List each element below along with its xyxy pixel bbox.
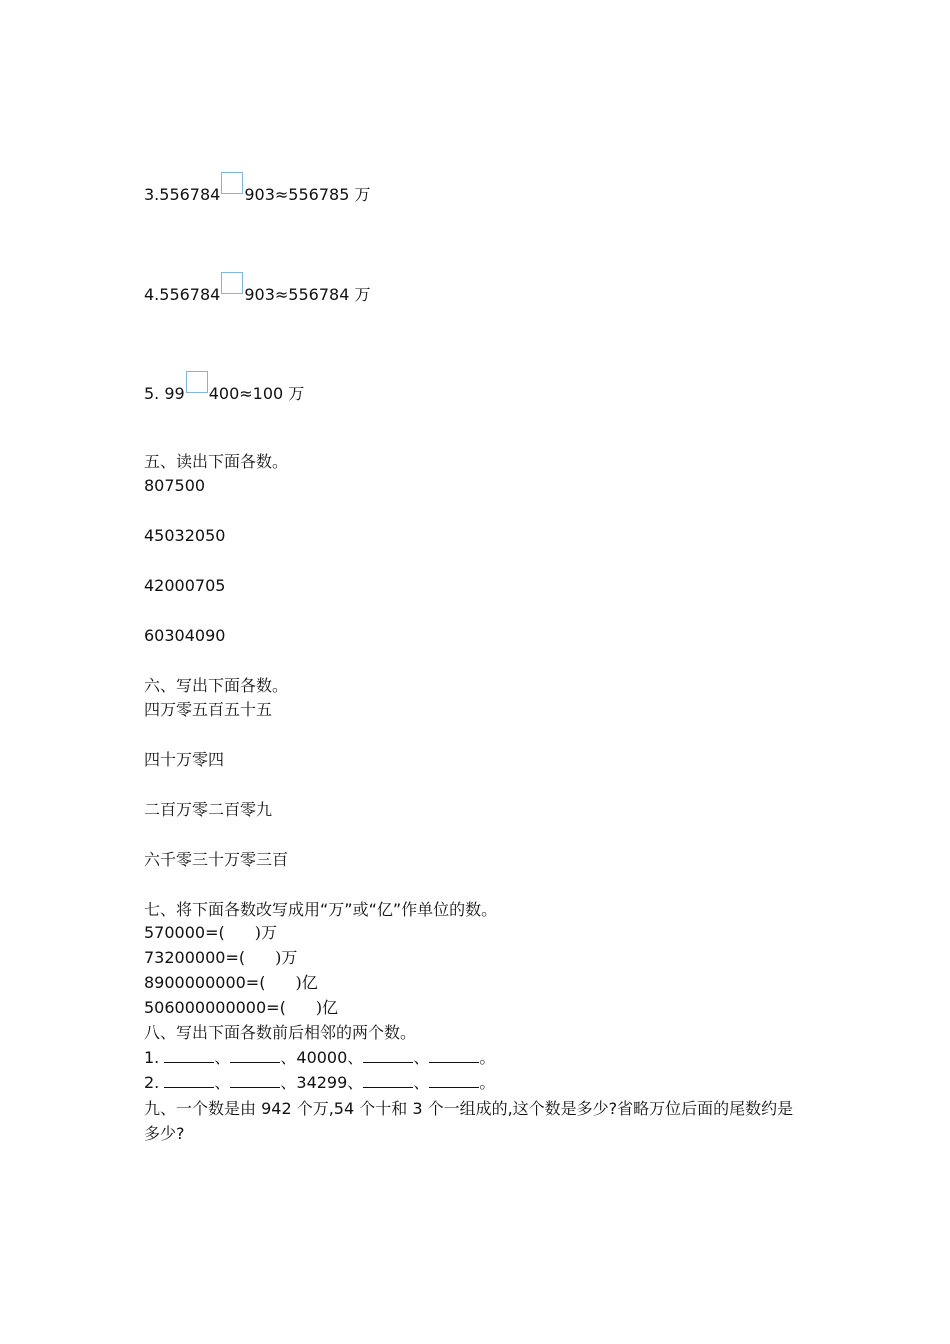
approx-question-4: 4.556784 903≈556784 万 bbox=[144, 281, 370, 306]
section-5-title: 五、读出下面各数。 bbox=[144, 452, 289, 471]
answer-box[interactable] bbox=[221, 272, 243, 294]
read-number: 807500 bbox=[144, 476, 206, 495]
write-number: 二百万零二百零九 bbox=[144, 800, 273, 819]
read-number: 60304090 bbox=[144, 626, 226, 645]
blank-line[interactable] bbox=[429, 1048, 479, 1063]
read-number: 42000705 bbox=[144, 576, 226, 595]
write-number: 六千零三十万零三百 bbox=[144, 850, 289, 869]
read-number: 45032050 bbox=[144, 526, 226, 545]
blank-line[interactable] bbox=[429, 1073, 479, 1088]
rewrite-item: 506000000000=( )亿 bbox=[144, 998, 339, 1017]
blank-line[interactable] bbox=[363, 1048, 413, 1063]
rewrite-item: 8900000000=( )亿 bbox=[144, 973, 318, 992]
rewrite-item: 73200000=( )万 bbox=[144, 948, 298, 967]
blank-line[interactable] bbox=[164, 1048, 214, 1063]
section-6-title: 六、写出下面各数。 bbox=[144, 676, 289, 695]
write-number: 四万零五百五十五 bbox=[144, 700, 273, 719]
answer-box[interactable] bbox=[221, 172, 243, 194]
neighbor-item: 1. 、 、40000、 、 。 bbox=[144, 1048, 496, 1067]
approx-question-3: 3.556784 903≈556785 万 bbox=[144, 181, 370, 206]
blank-line[interactable] bbox=[230, 1048, 280, 1063]
neighbor-item: 2. 、 、34299、 、 。 bbox=[144, 1073, 496, 1092]
blank-line[interactable] bbox=[363, 1073, 413, 1088]
write-number: 四十万零四 bbox=[144, 750, 225, 769]
rewrite-item: 570000=( )万 bbox=[144, 923, 277, 942]
section-7-title: 七、将下面各数改写成用“万”或“亿”作单位的数。 bbox=[144, 900, 498, 919]
blank-line[interactable] bbox=[230, 1073, 280, 1088]
blank-line[interactable] bbox=[164, 1073, 214, 1088]
section-9-question: 九、一个数是由 942 个万,54 个十和 3 个一组成的,这个数是多少?省略万位后面的尾数约是多少? bbox=[144, 1099, 794, 1143]
section-8-title: 八、写出下面各数前后相邻的两个数。 bbox=[144, 1023, 417, 1042]
approx-question-5: 5. 99 400≈100 万 bbox=[144, 380, 304, 405]
answer-box[interactable] bbox=[186, 371, 208, 393]
